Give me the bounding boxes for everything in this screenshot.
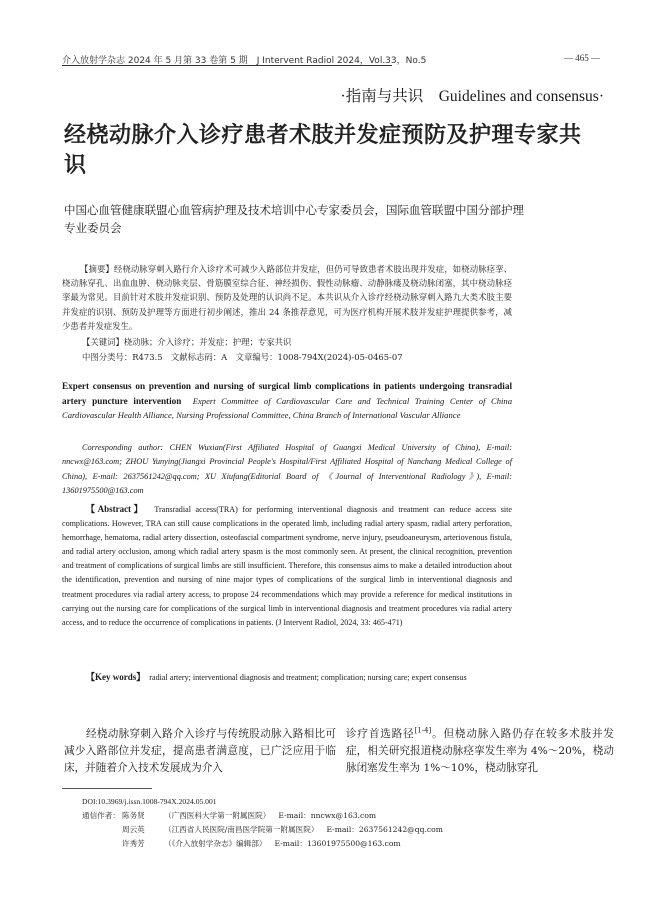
clc-value: R473.5 (132, 352, 163, 362)
page-number: — 465 — (564, 53, 600, 63)
author-affiliation: （《介入放射学杂志》编辑部） (164, 839, 267, 848)
header-rule (62, 65, 392, 66)
clc-label: 中图分类号： (82, 352, 133, 362)
article-number-value: 1008-794X(2024)-05-0465-07 (277, 352, 403, 362)
keywords-cn-label: 【关键词】 (82, 337, 124, 347)
corresponding-label: 通信作者： (82, 811, 120, 820)
author-name: 陈务贤 (122, 811, 145, 820)
footnote-author-row (82, 823, 443, 836)
abstract-cn (62, 262, 512, 333)
column-label: ·指南与共识 Guidelines and consensus· (340, 88, 604, 105)
authors-cn: 中国心血管健康联盟心血管病护理及技术培训中心专家委员会，国际血管联盟中国分部护理专业委员会 (64, 203, 524, 235)
author-email[interactable]: E-mail：2637561242@qq.com (326, 825, 443, 834)
abstract-cn-text: 经桡动脉穿刺入路行介入诊疗术可减少入路部位并发症，但仍可导致患者术肢出现并发症，如桡动脉痉挛、桡动脉穿孔、出血血肿、桡动脉夹层、骨筋膜室综合征、神经损伤、假性动脉瘤、动静脉瘘及桡动脉闭塞，其中桡动脉痉挛最为常见。目前针对术肢并发症识别、预防及处理的认识尚不足。本共识从介入诊疗经桡动脉穿刺入路九大类术肢主要并发症的识别、预防及护理等方面进行初步阐述，推出 24 条推荐意见，可为医疗机构开展术肢并发症护理提供参考，减少患者并发症发生。 (62, 264, 512, 331)
author-name: 许秀芳 (122, 839, 145, 848)
english-title: Expert consensus on prevention and nursing of surgical limb complications in patients undergoing transradial artery puncture intervention (62, 381, 512, 406)
keywords-en-label: 【Key words】 (86, 672, 146, 682)
body-right-text-2: 。但桡动脉入路仍存在较多术肢并发症，相关研究报道桡动脉痉挛发生率为 4%～20%，桡动脉闭塞发生率为 1%～10%，桡动脉穿孔 (346, 728, 615, 775)
keywords-en-text: radial artery; interventional diagnosis and treatment; complication; nursing care; expert consensus (149, 673, 467, 682)
abstract-en (62, 502, 512, 630)
abstract-en-label: 【Abstract】 (86, 504, 146, 514)
corresponding-authors-en: Corresponding author: CHEN Wuxian(First Affiliated Hospital of Guangxi Medical University of China), E-mail: nncwx@163.com; ZHOU Yunying(Jiangxi Provincial People's Hospital/First Affiliated Hospital of Nanchang Medical College of China), E-mail: 2637561242@qq.com; XU Xiufang(Editorial Board of 《Journal of Interventional Radiology》), E-mail: 13601975500@163.com (62, 443, 512, 495)
article-title: 经桡动脉介入诊疗患者术肢并发症预防及护理专家共识 (64, 123, 582, 178)
author-email[interactable]: E-mail：nncwx@163.com (278, 811, 377, 820)
english-title-block (62, 379, 512, 423)
doc-code-label: 文献标志码： (170, 352, 222, 362)
article-number-label: 文章编号： (235, 352, 278, 362)
keywords-cn-text: 桡动脉；介入诊疗；并发症；护理；专家共识 (123, 337, 292, 347)
classification-line (62, 350, 532, 364)
author-affiliation: （广西医科大学第一附属医院） (164, 811, 271, 820)
doc-code-value: A (221, 352, 228, 362)
author-affiliation: （江西省人民医院/南昌医学院第一附属医院） (164, 825, 319, 834)
body-right-text-1: 诊疗首选路径 (346, 728, 415, 740)
keywords-en (62, 670, 512, 685)
abstract-en-text: Transradial access(TRA) for performing interventional diagnosis and treatment can reduce access site complications. However, TRA can still cause complications in the operated limb, including radial artery spasm, radial artery perforation, hemorrhage, hematoma, radial artery dissection, osteofascial compartment syndrome, nerve injury, pseudoaneurysm, arteriovenous fistula, and radial artery occlusion, among which radial artery spasm is the most commonly seen. At present, the clinical recognition, prevention and treatment of complications of surgical limbs are still insufficient. Therefore, this consensus aims to make a detailed introduction about the identification, prevention and nursing of nine major types of complications of the surgical limb in interventional diagnosis and treatment procedures via radial artery access, to propose 24 recommendations which may provide a reference for medical institutions in carrying out the nursing care for complications of the surgical limb in interventional diagnosis and treatment procedures via radial artery access, and to reduce the occurrence of complications in patients. (J Intervent Radiol, 2024, 33: 465-471) (62, 505, 512, 627)
body-column-right (346, 726, 614, 778)
abstract-cn-label: 【摘要】 (80, 264, 114, 274)
citation-ref[interactable]: [1-4] (414, 726, 432, 735)
footnote-author-row (82, 837, 401, 850)
running-head: 介入放射学杂志 2024 年 5 月第 33 卷第 5 期 J Intervent Radiol 2024，Vol.33，No.5 (62, 56, 427, 66)
author-name: 周云英 (122, 825, 145, 834)
author-email[interactable]: E-mail：13601975500@163.com (274, 839, 401, 848)
footnote-rule (62, 788, 152, 789)
keywords-cn (62, 335, 532, 349)
body-column-left: 经桡动脉穿刺入路介入诊疗与传统股动脉入路相比可减少入路部位并发症，提高患者满意度，已广泛应用于临床，并随着介入技术发展成为介入 (64, 728, 336, 775)
english-team: Expert Committee of Cardiovascular Care and Technical Training Center of China Cardiovascular Health Alliance, Nursing Professional Committee, China Branch of International Vascular Alliance (62, 395, 512, 420)
doi: DOI:10.3969/j.issn.1008-794X.2024.05.001 (82, 797, 217, 806)
footnote-author-row (82, 809, 376, 822)
